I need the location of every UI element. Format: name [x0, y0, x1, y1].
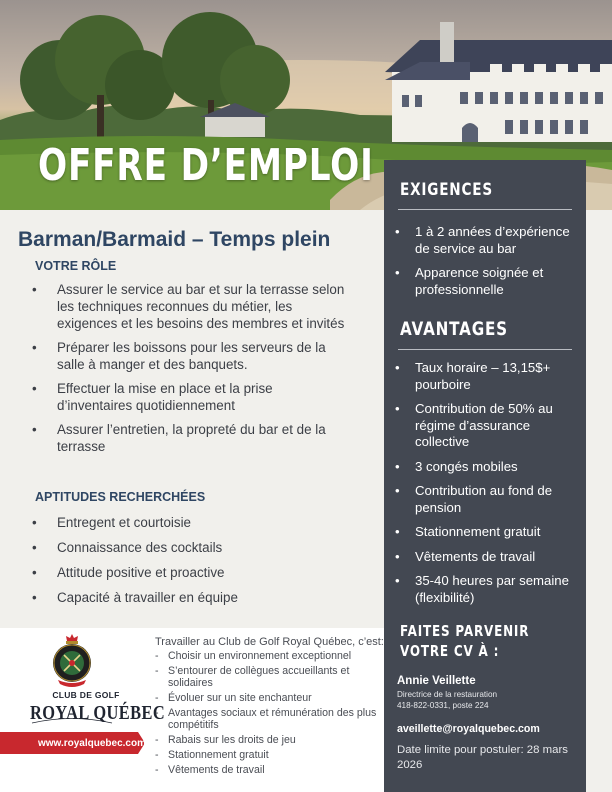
club-benefits-list [153, 650, 379, 779]
requirements-panel [384, 160, 586, 792]
page-title: OFFRE D’EMPLOI [38, 140, 374, 191]
list-item: • Connaissance des cocktails [30, 539, 350, 556]
cta-heading-line1: FAITES PARVENIR [400, 622, 530, 640]
list-item: • Contribution au fond de pension [392, 483, 576, 516]
club-logo-name: ROYAL QUÉBEC [30, 702, 166, 724]
list-item: • Effectuer la mise en place et la prise d’inventaires quotidiennement [30, 380, 350, 414]
list-item: • Vêtements de travail [392, 549, 576, 566]
list-item: - S’entourer de collègues accueillants et solidaires [153, 665, 379, 689]
job-title: Barman/Barmaid – Temps plein [18, 228, 331, 251]
exigences-list [392, 224, 576, 306]
club-info-section [0, 628, 384, 792]
list-item: • Assurer le service au bar et sur la terrasse selon les techniques reconnues du métier, les exigences et les besoins des membres et invités [30, 281, 350, 332]
list-item: - Stationnement gratuit [153, 749, 379, 761]
avantages-heading: AVANTAGES [400, 318, 508, 340]
website-link[interactable]: www.royalquebec.com [38, 738, 146, 749]
list-item: • Préparer les boissons pour les serveurs de la salle à manger et des banquets. [30, 339, 350, 373]
contact-phone[interactable]: 418-822-0331, poste 224 [397, 701, 489, 710]
list-item: • Entregent et courtoisie [30, 514, 350, 531]
list-item: • 1 à 2 années d’expérience de service au bar [392, 224, 576, 257]
list-item: - Avantages sociaux et rémunération des plus compétitifs [153, 707, 379, 731]
club-intro: Travailler au Club de Golf Royal Québec, c’est: [155, 636, 384, 648]
list-item: • Apparence soignée et professionnelle [392, 265, 576, 298]
list-item: - Vêtements de travail [153, 764, 379, 776]
list-item: • 3 congés mobiles [392, 459, 576, 476]
aptitudes-list [30, 514, 350, 614]
aptitudes-heading: APTITUDES RECHERCHÉES [35, 490, 206, 504]
divider [398, 349, 572, 350]
list-item: • 35-40 heures par semaine (flexibilité) [392, 573, 576, 606]
divider [398, 209, 572, 210]
avantages-list [392, 360, 576, 614]
list-item: - Rabais sur les droits de jeu [153, 734, 379, 746]
list-item: • Assurer l’entretien, la propreté du bar et de la terrasse [30, 421, 350, 455]
contact-email-link[interactable]: aveillette@royalquebec.com [397, 723, 540, 735]
list-item: - Choisir un environnement exceptionnel [153, 650, 379, 662]
list-item: • Contribution de 50% au régime d’assurance collective [392, 401, 576, 451]
application-deadline: Date limite pour postuler: 28 mars 2026 [397, 744, 568, 771]
club-logo-small-text: CLUB DE GOLF [52, 690, 120, 700]
list-item: • Taux horaire – 13,15$+ pourboire [392, 360, 576, 393]
list-item: - Évoluer sur un site enchanteur [153, 692, 379, 704]
exigences-heading: EXIGENCES [400, 180, 493, 200]
list-item: • Attitude positive et proactive [30, 564, 350, 581]
role-heading: VOTRE RÔLE [35, 259, 117, 273]
contact-name: Annie Veillette [397, 675, 476, 687]
contact-role: Directrice de la restauration [397, 690, 498, 699]
list-item: • Capacité à travailler en équipe [30, 589, 350, 606]
list-item: • Stationnement gratuit [392, 524, 576, 541]
cta-heading-line2: VOTRE CV À : [400, 642, 500, 660]
role-list [30, 281, 350, 462]
